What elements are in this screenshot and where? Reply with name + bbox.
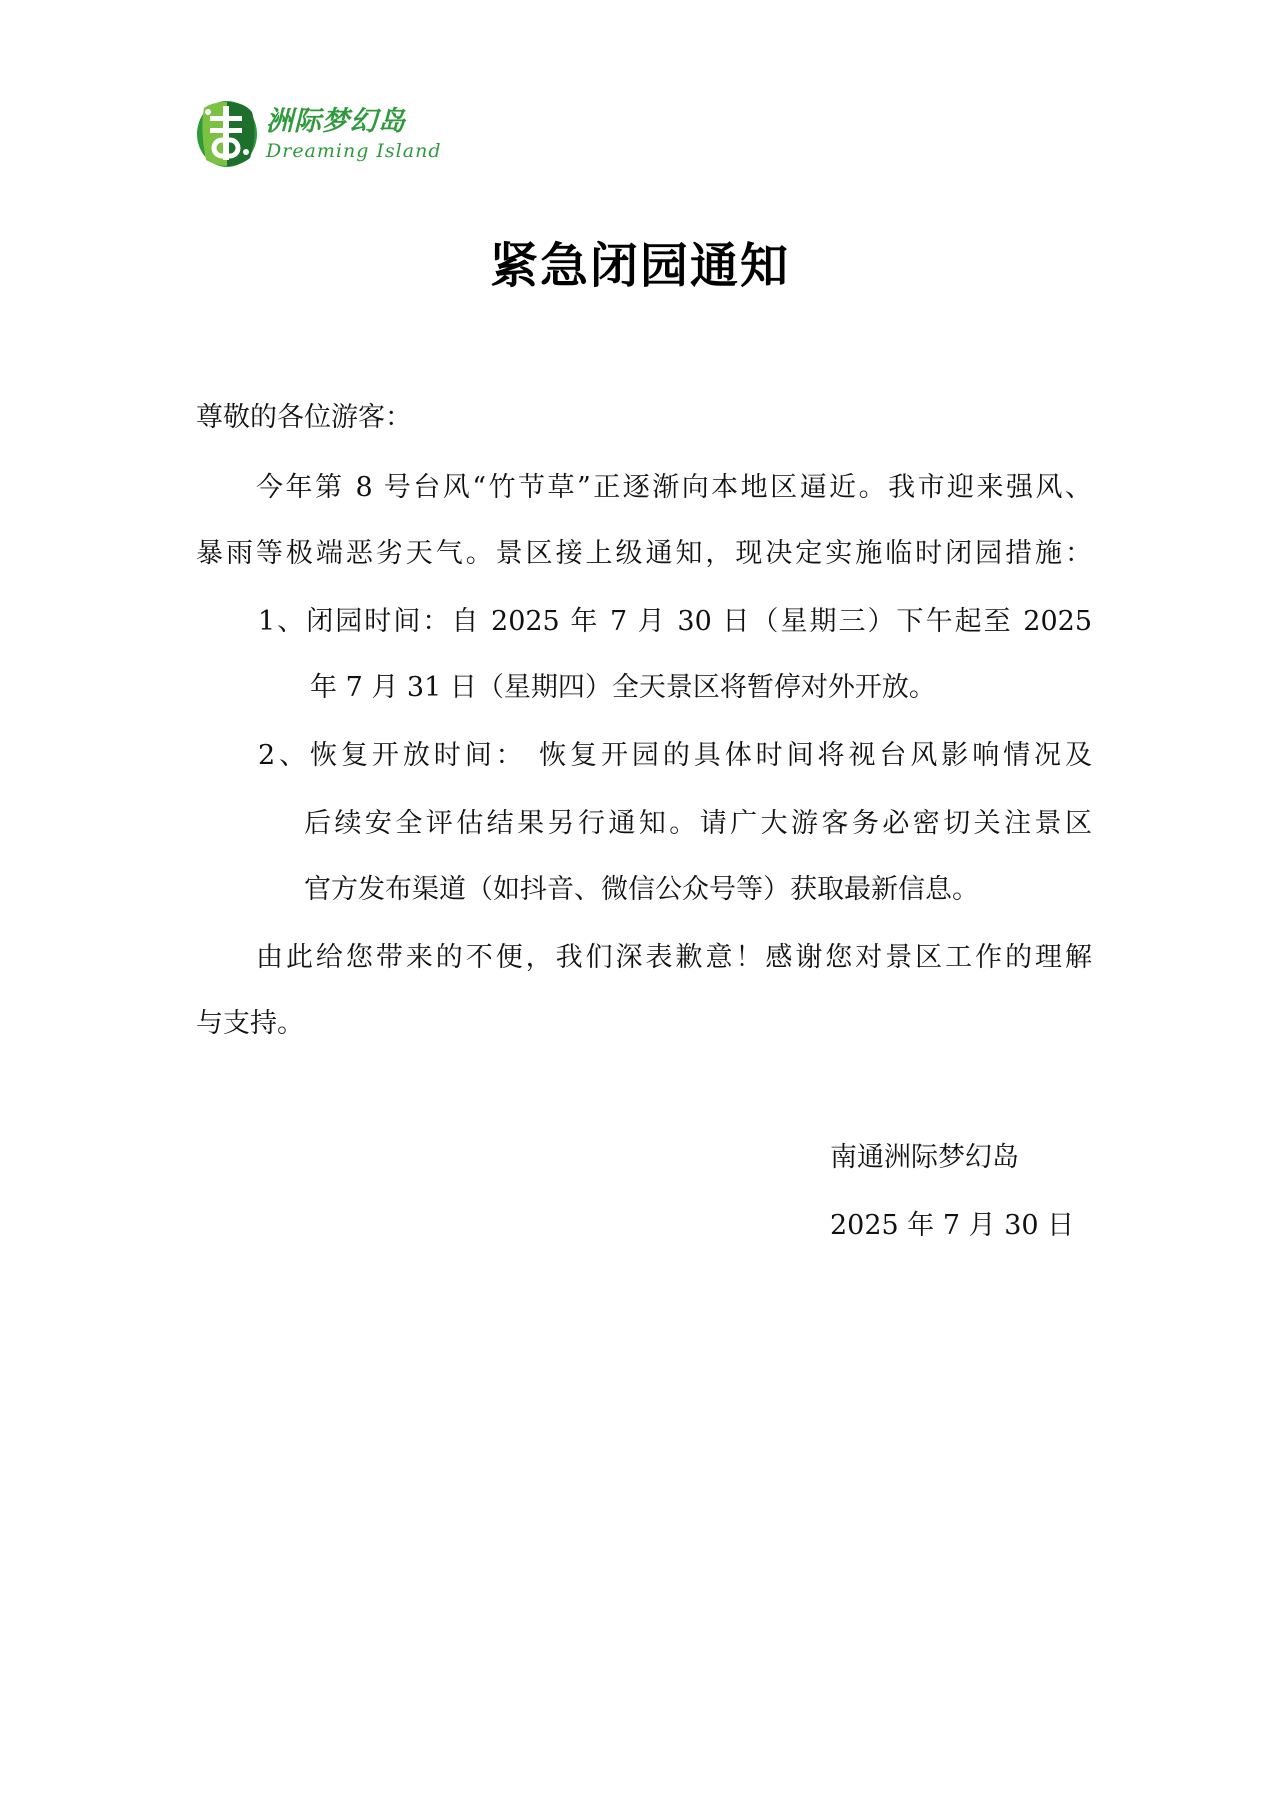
greeting: 尊敬的各位游客：: [196, 402, 412, 433]
notice-title: 紧急闭园通知: [489, 238, 790, 294]
item-2-line-2: 后续安全评估结果另行通知。请广大游客务必密切关注景区: [304, 808, 1092, 839]
signature-date: 2025 年 7 月 30 日: [830, 1210, 1075, 1241]
dreaming-island-logo-icon: [196, 100, 258, 168]
logo: [196, 100, 441, 168]
item-2-line-1: 2、恢复开放时间： 恢复开园的具体时间将视台风影响情况及: [258, 740, 1092, 771]
closing-line-2: 与支持。: [196, 1008, 304, 1039]
item-1-line-1: 1、闭园时间：自 2025 年 7 月 30 日（星期三）下午起至 2025: [258, 606, 1092, 637]
closing-line-1: 由此给您带来的不便，我们深表歉意！感谢您对景区工作的理解: [256, 942, 1092, 973]
intro-line-1: 今年第 8 号台风“竹节草”正逐渐向本地区逼近。我市迎来强风、: [256, 472, 1092, 503]
logo-name-en: Dreaming Island: [266, 140, 442, 162]
item-2-line-3: 官方发布渠道（如抖音、微信公众号等）获取最新信息。: [304, 874, 979, 905]
signature-org: 南通洲际梦幻岛: [830, 1142, 1019, 1173]
intro-line-2: 暴雨等极端恶劣天气。景区接上级通知，现决定实施临时闭园措施：: [196, 538, 1092, 569]
item-1-line-2: 年 7 月 31 日（星期四）全天景区将暂停对外开放。: [310, 672, 936, 703]
logo-name-cn: 洲际梦幻岛: [266, 106, 406, 137]
